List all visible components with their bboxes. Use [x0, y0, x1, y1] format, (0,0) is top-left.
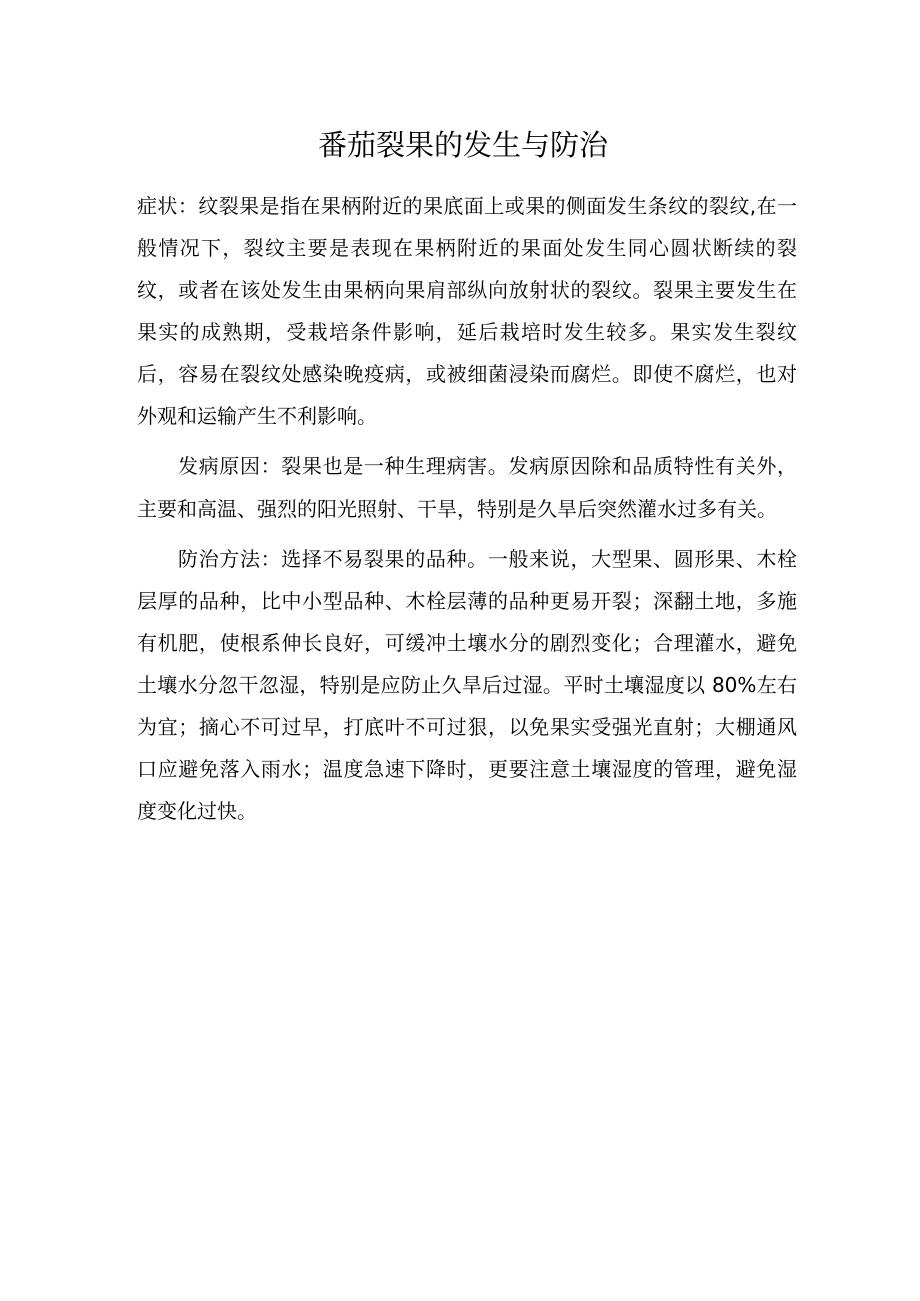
prevention-line: 口应避免落入雨水；温度急速下降时，更要注意土壤湿度的管理，避免湿 [137, 757, 797, 781]
document-title: 番茄裂果的发生与防治 [317, 128, 608, 162]
symptom-line: 般情况下，裂纹主要是表现在果柄附近的果面处发生同心圆状断续的裂 [137, 236, 797, 260]
prevention-line: 层厚的品种，比中小型品种、木栓层薄的品种更易开裂；深翻土地，多施 [137, 589, 797, 613]
cause-line: 发病原因：裂果也是一种生理病害。发病原因除和品质特性有关外， [178, 454, 797, 478]
prevention-line: 有机肥，使根系伸长良好，可缓冲土壤水分的剧烈变化；合理灌水，避免 [137, 631, 797, 655]
symptom-line: 纹，或者在该处发生由果柄向果肩部纵向放射状的裂纹。裂果主要发生在 [137, 278, 797, 302]
cause-line: 主要和高温、强烈的阳光照射、干旱，特别是久旱后突然灌水过多有关。 [137, 497, 777, 521]
symptom-line: 果实的成熟期，受栽培条件影响，延后栽培时发生较多。果实发生裂纹 [137, 320, 797, 344]
prevention-line: 为宜；摘心不可过早，打底叶不可过狠，以免果实受强光直射；大棚通风 [137, 715, 797, 739]
prevention-line: 土壤水分忽干忽湿，特别是应防止久旱后过湿。平时土壤湿度以 80%左右 [137, 673, 797, 697]
symptom-line: 症状：纹裂果是指在果柄附近的果底面上或果的侧面发生条纹的裂纹,在一 [137, 194, 797, 218]
prevention-line: 防治方法：选择不易裂果的品种。一般来说，大型果、圆形果、木栓 [178, 547, 797, 571]
symptom-line: 外观和运输产生不利影响。 [137, 404, 377, 428]
prevention-line: 度变化过快。 [137, 799, 257, 823]
symptom-line: 后，容易在裂纹处感染晚疫病，或被细菌浸染而腐烂。即使不腐烂，也对 [137, 362, 797, 386]
